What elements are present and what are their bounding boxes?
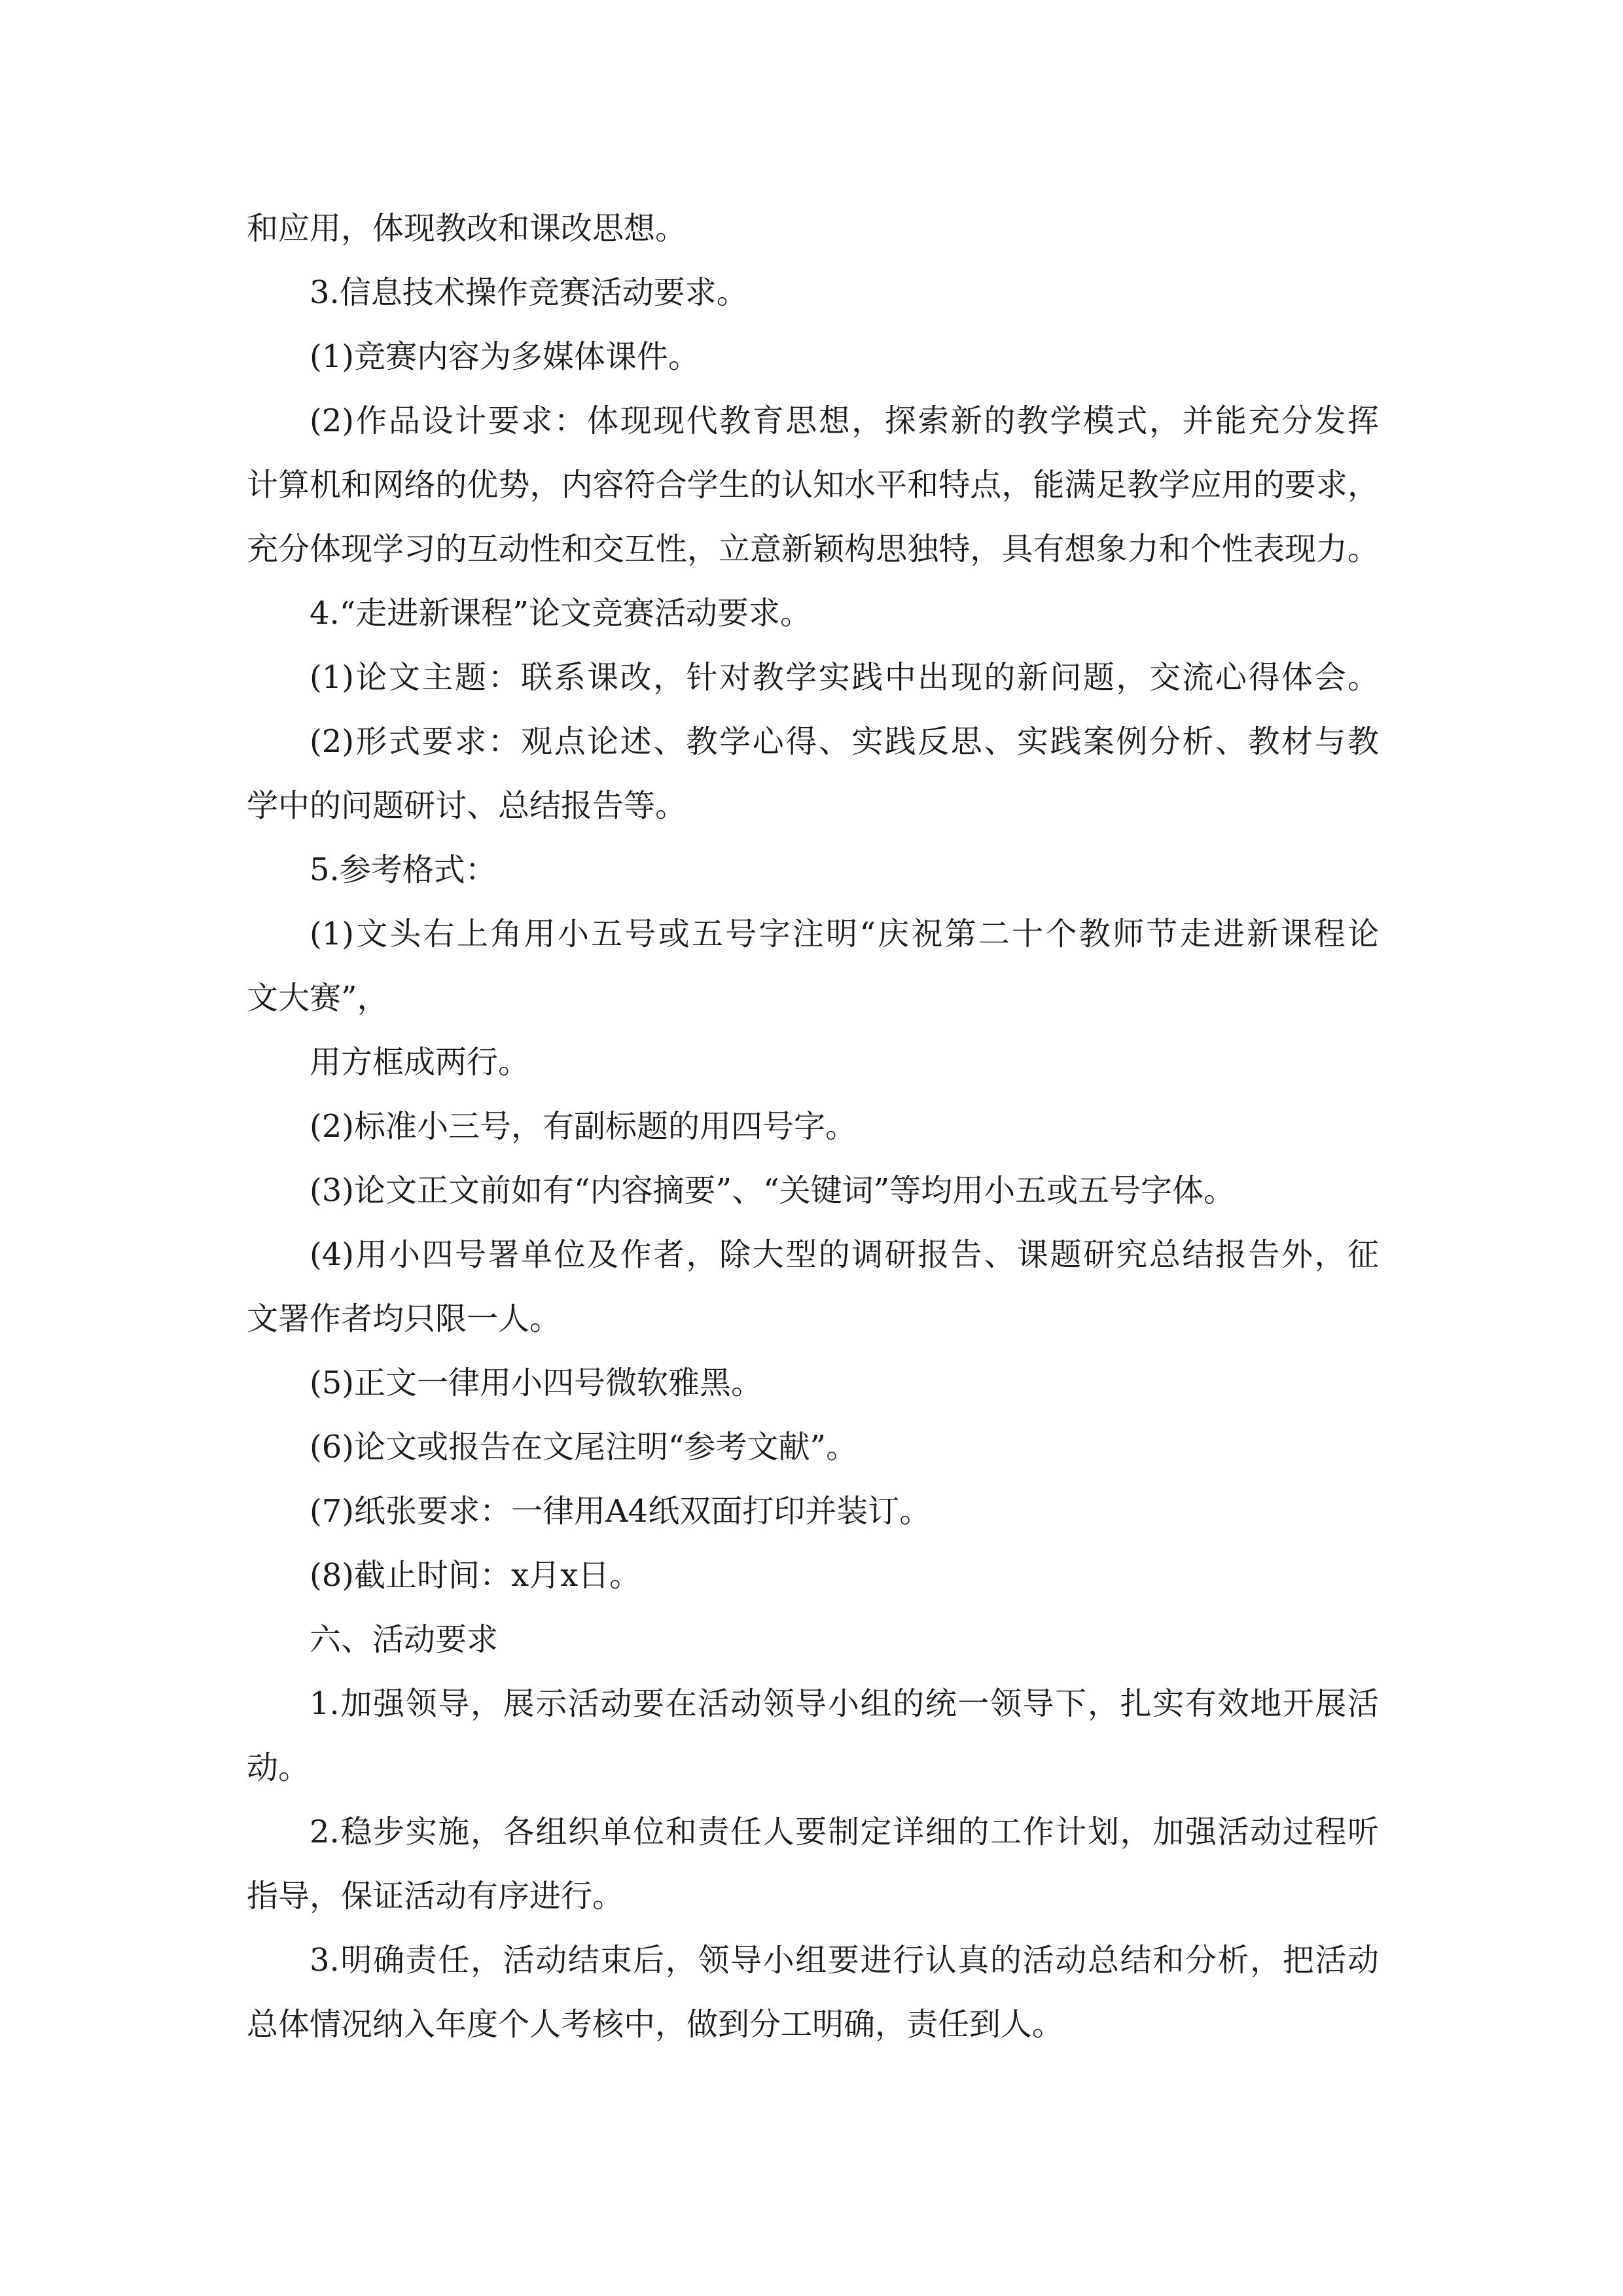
text-line: 充分体现学习的互动性和交互性，立意新颖构思独特，具有想象力和个性表现力。 [247, 531, 1379, 567]
text-line: 4.“走进新课程”论文竞赛活动要求。 [310, 595, 812, 632]
paragraph-item-5-3 [247, 1158, 1379, 1223]
paragraph-item-4-2 [247, 709, 1379, 838]
paragraph-item-5-4 [247, 1223, 1379, 1351]
text-line: 学中的问题研讨、总结报告等。 [247, 787, 687, 824]
text-line: 用方框成两行。 [310, 1044, 530, 1081]
paragraph-item-6-2 [247, 1800, 1379, 1928]
text-line: 动。 [247, 1749, 310, 1786]
paragraph-item-5-5 [247, 1351, 1379, 1415]
text-line: 文署作者均只限一人。 [247, 1300, 562, 1337]
text-line: (2)形式要求：观点论述、教学心得、实践反思、实践案例分析、教材与教 [310, 723, 1379, 760]
text-line: (4)用小四号署单位及作者，除大型的调研报告、课题研究总结报告外，征 [310, 1236, 1379, 1273]
paragraph-item-4-1 [247, 645, 1379, 709]
text-line: 5.参考格式： [310, 852, 497, 888]
text-line: (1)论文主题：联系课改，针对教学实践中出现的新问题，交流心得体会。 [310, 659, 1379, 696]
document-body [247, 196, 1379, 2056]
text-line: 指导，保证活动有序进行。 [247, 1878, 624, 1914]
text-line: (1)文头右上角用小五号或五号字注明“庆祝第二十个教师节走进新课程论 [310, 916, 1379, 952]
text-line: (2)作品设计要求：体现现代教育思想，探索新的教学模式，并能充分发挥 [310, 403, 1379, 439]
paragraph-item-3-2 [247, 389, 1379, 581]
text-line: (7)纸张要求：一律用A4纸双面打印并装订。 [310, 1493, 931, 1530]
paragraph-item-6-3 [247, 1928, 1379, 2056]
paragraph-continuation [247, 196, 1379, 260]
text-line: (1)竞赛内容为多媒体课件。 [310, 338, 700, 375]
paragraph-item-5 [247, 838, 1379, 902]
text-line: 2.稳步实施，各组织单位和责任人要制定详细的工作计划，加强活动过程听 [310, 1814, 1379, 1850]
paragraph-item-5-2 [247, 1094, 1379, 1158]
text-line: 和应用，体现教改和课改思想。 [247, 210, 687, 247]
paragraph-item-6-1 [247, 1672, 1379, 1800]
paragraph-item-5-1 [247, 902, 1379, 1094]
text-line: (2)标准小三号，有副标题的用四号字。 [310, 1108, 857, 1145]
text-line: 文大赛”， [247, 980, 389, 1016]
paragraph-item-3 [247, 260, 1379, 325]
text-line: (5)正文一律用小四号微软雅黑。 [310, 1365, 762, 1401]
text-line: 总体情况纳入年度个人考核中，做到分工明确，责任到人。 [247, 2006, 1064, 2043]
text-line: 3.信息技术操作竞赛活动要求。 [310, 274, 748, 311]
paragraph-item-5-6 [247, 1415, 1379, 1479]
text-line: 六、活动要求 [310, 1621, 499, 1658]
paragraph-item-4 [247, 581, 1379, 645]
paragraph-item-5-8 [247, 1543, 1379, 1607]
text-line: 3.明确责任，活动结束后，领导小组要进行认真的活动总结和分析，把活动 [310, 1942, 1379, 1979]
paragraph-item-3-1 [247, 325, 1379, 389]
section-heading-6 [247, 1607, 1379, 1672]
text-line: (6)论文或报告在文尾注明“参考文献”。 [310, 1429, 858, 1465]
text-line: (8)截止时间：x月x日。 [310, 1557, 641, 1594]
text-line: 1.加强领导，展示活动要在活动领导小组的统一领导下，扎实有效地开展活 [310, 1685, 1379, 1722]
paragraph-item-5-7 [247, 1479, 1379, 1543]
text-line: (3)论文正文前如有“内容摘要”、“关键词”等均用小五或五号字体。 [310, 1172, 1236, 1209]
text-line: 计算机和网络的优势，内容符合学生的认知水平和特点，能满足教学应用的要求， [247, 467, 1379, 503]
